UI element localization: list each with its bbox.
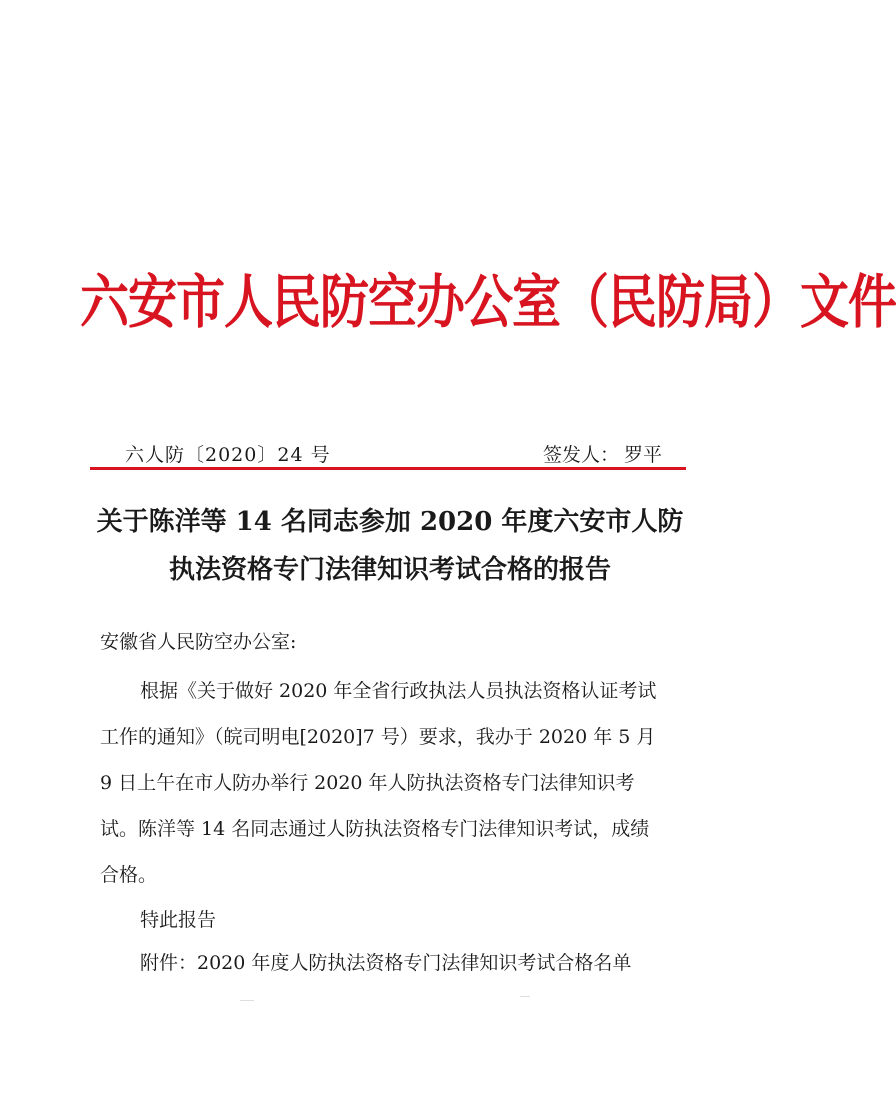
body-line-2: 工作的通知》（皖司明电[2020]7 号）要求，我办于 2020 年 5 月 [100,726,656,748]
body-line-4: 试。陈洋等 14 名同志通过人防执法资格专门法律知识考试，成绩 [100,818,650,840]
addressee: 安徽省人民防空办公室: [100,631,297,653]
signer-label: 签发人： [543,444,620,466]
document-header-title: 六安市人民防空办公室（民防局）文件 [80,267,896,337]
signer-name: 罗平 [624,444,663,466]
document-number: 六人防〔2020〕24 号 [125,444,331,466]
report-title [60,498,720,594]
closing-statement: 特此报告 [140,909,217,931]
red-divider-line [90,467,686,470]
report-title-line-1: 关于陈洋等 14 名同志参加 2020 年度六安市人防 [96,507,684,537]
report-title-line-2: 执法资格专门法律知识考试合格的报告 [168,555,611,585]
body-line-3: 9 日上午在市人防办举行 2020 年人防执法资格专门法律知识考 [100,772,635,794]
body-line-5: 合格。 [100,864,158,886]
attachment-note: 附件：2020 年度人防执法资格专门法律知识考试合格名单 [140,952,632,974]
body-line-1: 根据《关于做好 2020 年全省行政执法人员执法资格认证考试 [140,680,657,702]
scan-artifact [240,1000,254,1001]
scan-artifact [520,996,530,997]
